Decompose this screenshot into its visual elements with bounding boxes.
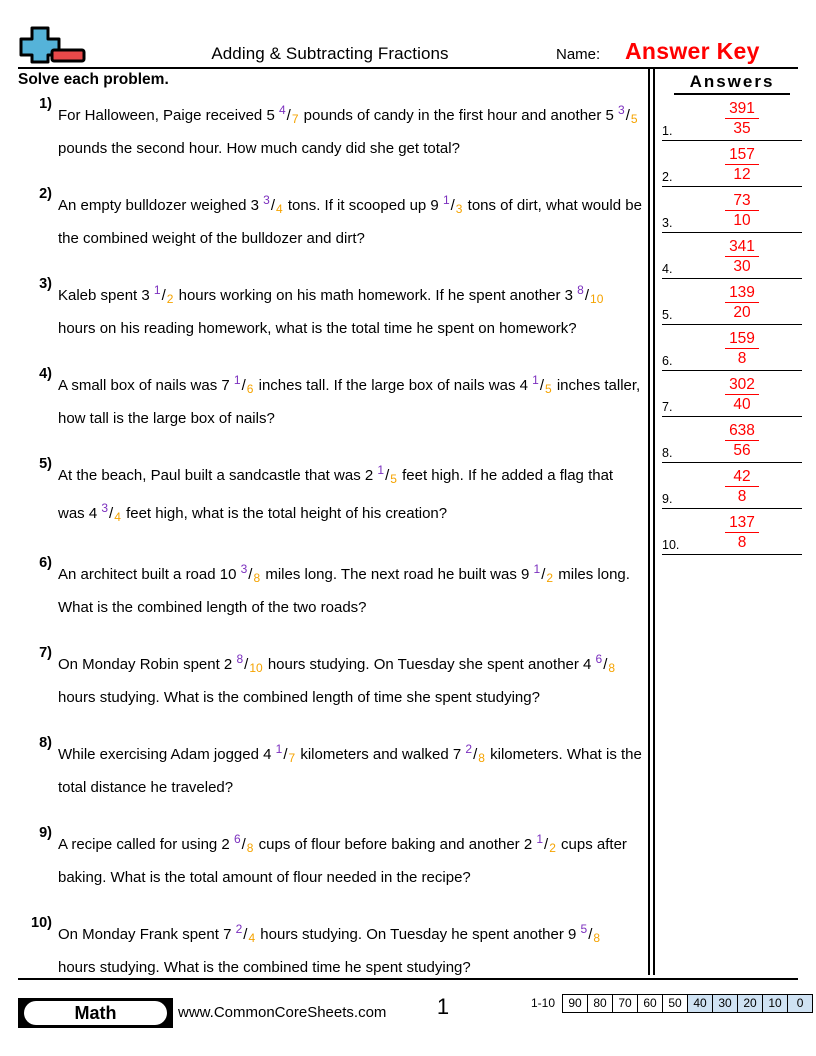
answer-index: 3. (662, 216, 673, 230)
answer-index: 5. (662, 308, 673, 322)
answer-value (686, 329, 798, 369)
page-header (0, 0, 816, 68)
fraction-numerator: 1 (533, 562, 541, 576)
scale-cell: 50 (663, 995, 688, 1012)
answer-row (662, 417, 802, 463)
answer-row (662, 463, 802, 509)
scale-cell: 0 (788, 995, 812, 1012)
problem-text: On Monday Frank spent 7 $^2/_4$ hours studying. On Tuesday he spent another 9 $^5/_8$ hours studying. What is the combined time he spent studying? (58, 922, 601, 976)
answer-value (686, 237, 798, 277)
problem-item (18, 276, 642, 343)
answer-numerator: 137 (725, 513, 759, 533)
scale-cells (562, 994, 813, 1013)
fraction-slash: / (270, 197, 275, 214)
problem-item (18, 555, 642, 622)
fraction (377, 463, 398, 486)
problem-number: 7) (39, 645, 52, 661)
fraction-denominator: 8 (478, 751, 485, 765)
fraction-numerator: 2 (465, 742, 473, 756)
problem-number: 4) (39, 366, 52, 382)
fraction (465, 742, 486, 765)
fraction (580, 922, 602, 945)
fraction-slash: / (385, 467, 390, 484)
fraction-slash: / (450, 197, 455, 214)
fraction (233, 832, 255, 855)
fraction-slash: / (584, 287, 590, 304)
fraction-denominator: 4 (248, 931, 256, 945)
fraction-numerator: 1 (442, 193, 450, 207)
answer-rows (662, 95, 802, 555)
answer-index: 1. (662, 124, 673, 138)
fraction (233, 373, 255, 396)
problem-number: 1) (39, 96, 52, 112)
fraction-numerator: 1 (275, 742, 283, 756)
fraction (153, 283, 175, 306)
fraction (240, 562, 262, 585)
problem-text: An empty bulldozer weighed 3 $^3/_4$ tons. If it scooped up 9 $^1/_3$ tons of dirt, what would be the combined weight of the bulldozer and dirt? (58, 193, 642, 247)
fraction-slash: / (473, 746, 478, 763)
fraction-slash: / (539, 377, 544, 394)
problem-text: An architect built a road 10 $^3/_8$ miles long. The next road he built was 9 $^1/_2$ miles long. What is the combined length of the two roads? (58, 562, 630, 616)
footer-divider (18, 978, 798, 980)
fraction-denominator: 8 (253, 571, 261, 585)
answer-row (662, 233, 802, 279)
fraction (533, 562, 555, 585)
answers-heading: Answers (674, 72, 790, 95)
fraction-denominator: 8 (593, 931, 601, 945)
answers-panel (662, 68, 802, 555)
fraction-numerator: 1 (377, 463, 385, 477)
answer-index: 6. (662, 354, 673, 368)
problem-number: 8) (39, 735, 52, 751)
problem-number: 6) (39, 555, 52, 571)
fraction-slash: / (283, 746, 288, 763)
scale-cell: 60 (638, 995, 663, 1012)
fraction-denominator: 4 (275, 202, 283, 216)
problem-item (18, 645, 642, 712)
fraction-slash: / (603, 656, 608, 673)
fraction-denominator: 2 (166, 292, 174, 306)
answer-denominator: 30 (733, 258, 751, 275)
subject-badge (18, 998, 173, 1028)
answer-index: 2. (662, 170, 673, 184)
fraction (536, 832, 557, 855)
answer-numerator: 341 (725, 237, 759, 257)
answer-denominator: 8 (737, 488, 747, 505)
fraction (235, 922, 257, 945)
fraction (618, 103, 639, 126)
answer-numerator: 42 (725, 467, 759, 487)
page-number: 1 (436, 994, 450, 1019)
answer-row (662, 509, 802, 555)
fraction-numerator: 8 (236, 652, 244, 666)
problem-number: 10) (31, 915, 52, 931)
fraction (278, 103, 300, 126)
answer-denominator: 40 (733, 396, 751, 413)
fraction-slash: / (243, 926, 248, 943)
problem-text: While exercising Adam jogged 4 $^1/_7$ kilometers and walked 7 $^2/_8$ kilometers. What is the total distance he traveled? (58, 742, 642, 796)
problem-number: 2) (39, 186, 52, 202)
problem-text: For Halloween, Paige received 5 $^4/_7$ pounds of candy in the first hour and another 5 $^3/_5$ pounds the second hour. How much candy did she get total? (58, 103, 638, 157)
fraction-numerator: 1 (153, 283, 161, 297)
fraction (263, 193, 284, 216)
answer-row (662, 325, 802, 371)
instructions-text: Solve each problem. (18, 71, 169, 88)
answer-value (686, 375, 798, 415)
answer-numerator: 157 (725, 145, 759, 165)
fraction-slash: / (588, 926, 593, 943)
answer-denominator: 35 (733, 120, 751, 137)
fraction-denominator: 8 (608, 661, 616, 675)
scale-range-label: 1-10 (531, 996, 556, 1010)
answer-value (686, 99, 798, 139)
fraction-denominator: 10 (590, 292, 604, 306)
fraction-slash: / (244, 656, 249, 673)
fraction-slash: / (544, 836, 549, 853)
problem-number: 5) (39, 456, 52, 472)
column-divider (648, 67, 655, 975)
answer-index: 7. (662, 400, 673, 414)
scale-cell: 20 (738, 995, 763, 1012)
fraction-numerator: 3 (101, 501, 109, 515)
fraction-denominator: 4 (114, 510, 121, 524)
answer-denominator: 10 (733, 212, 751, 229)
plus-minus-logo-icon (18, 24, 92, 64)
fraction-denominator: 5 (390, 472, 397, 486)
answer-row (662, 187, 802, 233)
problem-item (18, 915, 642, 982)
fraction-numerator: 3 (263, 193, 270, 207)
problem-number: 3) (39, 276, 52, 292)
fraction-denominator: 2 (546, 571, 554, 585)
problem-text: A recipe called for using 2 $^6/_8$ cups of flour before baking and another 2 $^1/_2$ cups after baking. What is the total amount of flour needed in the recipe? (58, 832, 627, 886)
answer-denominator: 56 (733, 442, 751, 459)
problem-item (18, 825, 642, 892)
scale-cell: 90 (563, 995, 588, 1012)
fraction-denominator: 5 (630, 112, 638, 126)
problem-text: Kaleb spent 3 $^1/_2$ hours working on his math homework. If he spent another 3 $^8/_{10}$ hours on his reading homework, what is the total time he spent on homework? (58, 283, 604, 337)
answer-value (686, 513, 798, 553)
problem-item (18, 186, 642, 253)
answer-index: 4. (662, 262, 673, 276)
answer-value (686, 467, 798, 507)
name-label: Name: (556, 46, 601, 63)
fraction-denominator: 8 (246, 841, 254, 855)
answer-index: 10. (662, 538, 680, 552)
fraction-slash: / (625, 107, 630, 124)
answer-numerator: 302 (725, 375, 759, 395)
scale-cell: 70 (613, 995, 638, 1012)
scale-cell: 30 (713, 995, 738, 1012)
fraction-numerator: 6 (233, 832, 241, 846)
fraction-denominator: 7 (291, 112, 299, 126)
fraction-numerator: 3 (618, 103, 625, 117)
page-title: Adding & Subtracting Fractions (211, 44, 449, 63)
answer-row (662, 371, 802, 417)
answer-row (662, 141, 802, 187)
fraction-numerator: 3 (240, 562, 248, 576)
answer-row (662, 95, 802, 141)
fraction (275, 742, 297, 765)
fraction-numerator: 5 (580, 922, 588, 936)
fraction-denominator: 6 (246, 382, 254, 396)
answer-value (686, 283, 798, 323)
answer-denominator: 8 (737, 350, 747, 367)
fraction (595, 652, 617, 675)
fraction-slash: / (241, 377, 246, 394)
fraction-denominator: 5 (544, 382, 552, 396)
scale-cell: 80 (588, 995, 613, 1012)
problem-number: 9) (39, 825, 52, 841)
answer-row (662, 279, 802, 325)
fraction-slash: / (541, 566, 546, 583)
fraction-denominator: 7 (288, 751, 296, 765)
site-url: www.CommonCoreSheets.com (178, 1004, 387, 1021)
problem-item (18, 735, 642, 802)
answer-denominator: 20 (733, 304, 751, 321)
answer-index: 8. (662, 446, 673, 460)
scale-cell: 40 (688, 995, 713, 1012)
fraction-numerator: 2 (235, 922, 243, 936)
answer-denominator: 8 (737, 534, 747, 551)
fraction-numerator: 8 (577, 283, 584, 297)
problem-text: On Monday Robin spent 2 $^8/_{10}$ hours studying. On Tuesday she spent another 4 $^6/_8$ hours studying. What is the combined length of time she spent studying? (58, 652, 616, 706)
answer-denominator: 12 (733, 166, 751, 183)
problem-item (18, 96, 642, 163)
fraction-numerator: 1 (532, 373, 539, 387)
fraction-numerator: 1 (233, 373, 241, 387)
fraction (236, 652, 263, 675)
fraction (532, 373, 553, 396)
fraction-denominator: 2 (549, 841, 556, 855)
fraction-slash: / (161, 287, 166, 304)
answer-value (686, 145, 798, 185)
answer-value (686, 191, 798, 231)
scale-cell: 10 (763, 995, 788, 1012)
fraction (442, 193, 464, 216)
fraction-denominator: 10 (249, 661, 263, 675)
grading-scale (529, 994, 813, 1013)
answer-numerator: 139 (725, 283, 759, 303)
problem-item (18, 456, 642, 532)
fraction-denominator: 3 (455, 202, 463, 216)
answer-value (686, 421, 798, 461)
fraction-numerator: 4 (278, 103, 286, 117)
fraction-slash: / (286, 107, 291, 124)
problem-text: At the beach, Paul built a sandcastle that was 2 $^1/_5$ feet high. If he added a flag that was 4 $^3/_4$ feet high, what is the total height of his creation? (58, 463, 614, 524)
fraction-slash: / (109, 505, 114, 522)
answer-numerator: 391 (725, 99, 759, 119)
problem-text: A small box of nails was 7 $^1/_6$ inches tall. If the large box of nails was 4 $^1/_5$ inches taller, how tall is the large box of nails? (58, 373, 641, 427)
fraction-numerator: 6 (595, 652, 603, 666)
answer-numerator: 73 (725, 191, 759, 211)
problem-list (18, 96, 642, 1005)
problem-item (18, 366, 642, 433)
answer-index: 9. (662, 492, 673, 506)
answer-numerator: 159 (725, 329, 759, 349)
fraction (101, 501, 122, 524)
answer-key-label: Answer Key (625, 38, 760, 64)
answer-numerator: 638 (725, 421, 759, 441)
fraction-slash: / (241, 836, 246, 853)
subject-badge-label: Math (24, 1001, 167, 1025)
fraction (577, 283, 604, 306)
fraction-slash: / (248, 566, 253, 583)
fraction-numerator: 1 (536, 832, 544, 846)
